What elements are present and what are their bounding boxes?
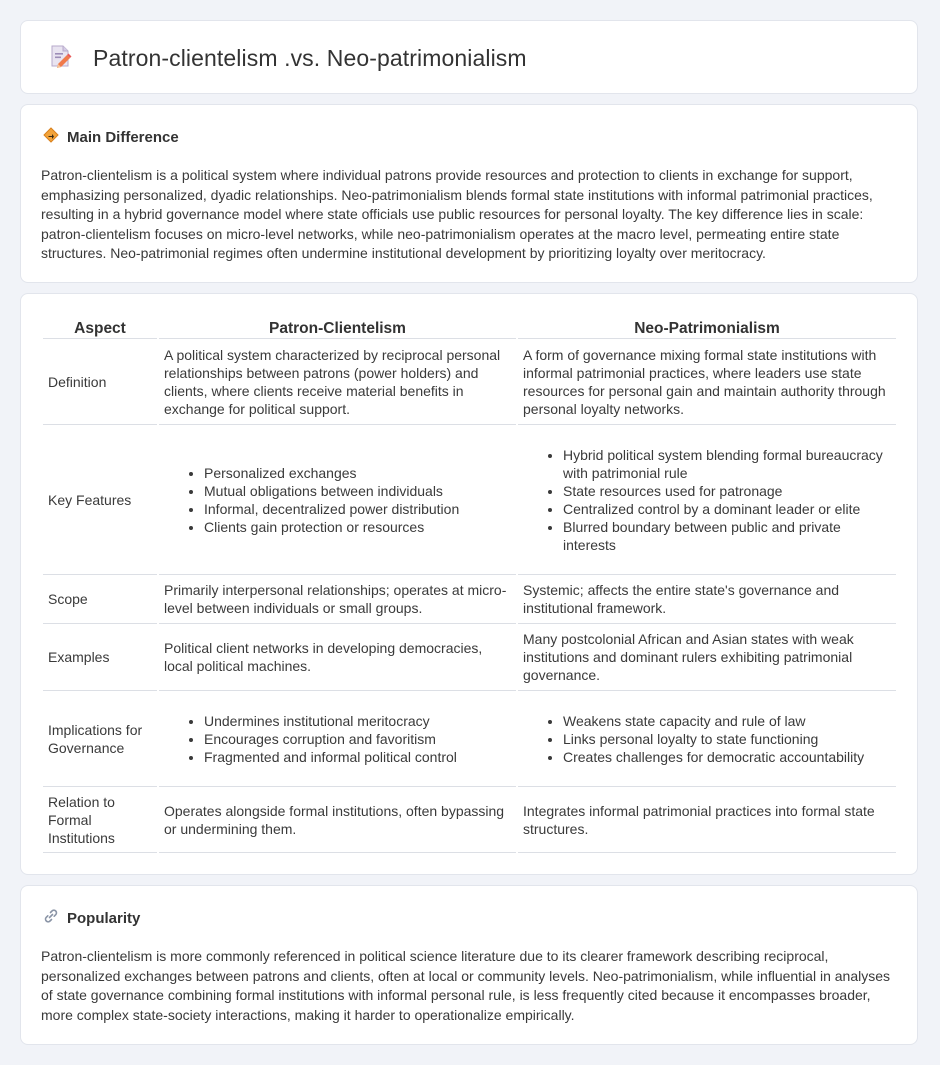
neo-cell: Integrates informal patrimonial practices into formal state structures.	[518, 786, 896, 853]
table-row	[43, 623, 896, 690]
aspect-cell: Examples	[43, 623, 157, 690]
popularity-section	[20, 885, 918, 1045]
patron-cell: A political system characterized by reciprocal personal relationships between patrons (power holders) and clients, where clients receive material benefits in exchange for political support.	[159, 338, 516, 424]
popularity-heading: Popularity	[67, 910, 141, 927]
list-item: • Clients gain protection or resources	[204, 518, 511, 536]
popularity-text: Patron-clientelism is more commonly referenced in political science literature due to its clearer framework describing reciprocal, personalized exchanges between patrons and clients, often at local or community levels. Neo-patrimonialism, while influential in analyses of state governance combining formal institutions with informal personal rule, is less frequently cited because it encompasses broader, more complex state-society interactions, making it harder to operationalize empirically.	[41, 948, 891, 1023]
table-row	[43, 574, 896, 623]
main-difference-heading: Main Difference	[67, 129, 179, 146]
main-difference-section	[20, 104, 918, 283]
comparison-table	[41, 316, 898, 853]
list-item: • Links personal loyalty to state functioning	[563, 730, 891, 748]
neo-cell: Many postcolonial African and Asian states with weak institutions and dominant rulers exhibiting patrimonial governance.	[518, 623, 896, 690]
document-pencil-icon	[47, 43, 73, 74]
page-title: Patron-clientelism .vs. Neo-patrimonialism	[93, 45, 527, 71]
main-difference-text: Patron-clientelism is a political system where individual patrons provide resources and protection to clients in exchange for support, emphasizing personalized, dyadic relationships. Neo-patrimonialism blends formal state institutions with informal patrimonial practices, resulting in a hybrid governance model where state officials use public resources for personal loyalty. The key difference lies in scale: patron-clientelism focuses on micro-level networks, while neo-patrimonialism operates at the macro level, permeating entire state structures. Neo-patrimonial regimes often undermine institutional development by prioritizing loyalty over meritocracy.	[41, 167, 873, 262]
patron-implication-list	[164, 712, 511, 766]
list-item: • Encourages corruption and favoritism	[204, 730, 511, 748]
aspect-cell: Relation to Formal Institutions	[43, 786, 157, 853]
comparison-table-card	[20, 293, 918, 875]
patron-feature-list	[164, 464, 511, 536]
list-item: • Undermines institutional meritocracy	[204, 712, 511, 730]
list-item: • Blurred boundary between public and private interests	[563, 518, 891, 554]
patron-cell	[159, 690, 516, 786]
patron-cell: Operates alongside formal institutions, often bypassing or undermining them.	[159, 786, 516, 853]
header-aspect: Aspect	[74, 320, 126, 337]
table-row	[43, 690, 896, 786]
neo-cell: A form of governance mixing formal state institutions with informal patrimonial practices, where leaders use state resources for personal gain and maintain authority through personal loyalty networks.	[518, 338, 896, 424]
list-item: • Centralized control by a dominant leader or elite	[563, 500, 891, 518]
list-item: • Creates challenges for democratic accountability	[563, 748, 891, 766]
list-item: • Hybrid political system blending formal bureaucracy with patrimonial rule	[563, 446, 891, 482]
header-patron-clientelism: Patron-Clientelism	[269, 320, 406, 337]
link-icon	[43, 908, 59, 929]
table-row	[43, 338, 896, 424]
neo-implication-list	[523, 712, 891, 766]
aspect-cell: Implications for Governance	[43, 690, 157, 786]
neo-cell	[518, 424, 896, 574]
diamond-sign-icon	[43, 127, 59, 148]
patron-cell: Primarily interpersonal relationships; operates at micro-level between individuals or small groups.	[159, 574, 516, 623]
aspect-cell: Scope	[43, 574, 157, 623]
list-item: • Mutual obligations between individuals	[204, 482, 511, 500]
table-row	[43, 424, 896, 574]
list-item: • Fragmented and informal political control	[204, 748, 511, 766]
patron-cell	[159, 424, 516, 574]
neo-cell	[518, 690, 896, 786]
header-neo-patrimonialism: Neo-Patrimonialism	[634, 320, 780, 337]
neo-feature-list	[523, 446, 891, 554]
title-card	[20, 20, 918, 94]
aspect-cell: Key Features	[43, 424, 157, 574]
patron-cell: Political client networks in developing democracies, local political machines.	[159, 623, 516, 690]
table-row	[43, 786, 896, 853]
list-item: • Weakens state capacity and rule of law	[563, 712, 891, 730]
list-item: • Personalized exchanges	[204, 464, 511, 482]
aspect-cell: Definition	[43, 338, 157, 424]
neo-cell: Systemic; affects the entire state's governance and institutional framework.	[518, 574, 896, 623]
list-item: • State resources used for patronage	[563, 482, 891, 500]
list-item: • Informal, decentralized power distribution	[204, 500, 511, 518]
